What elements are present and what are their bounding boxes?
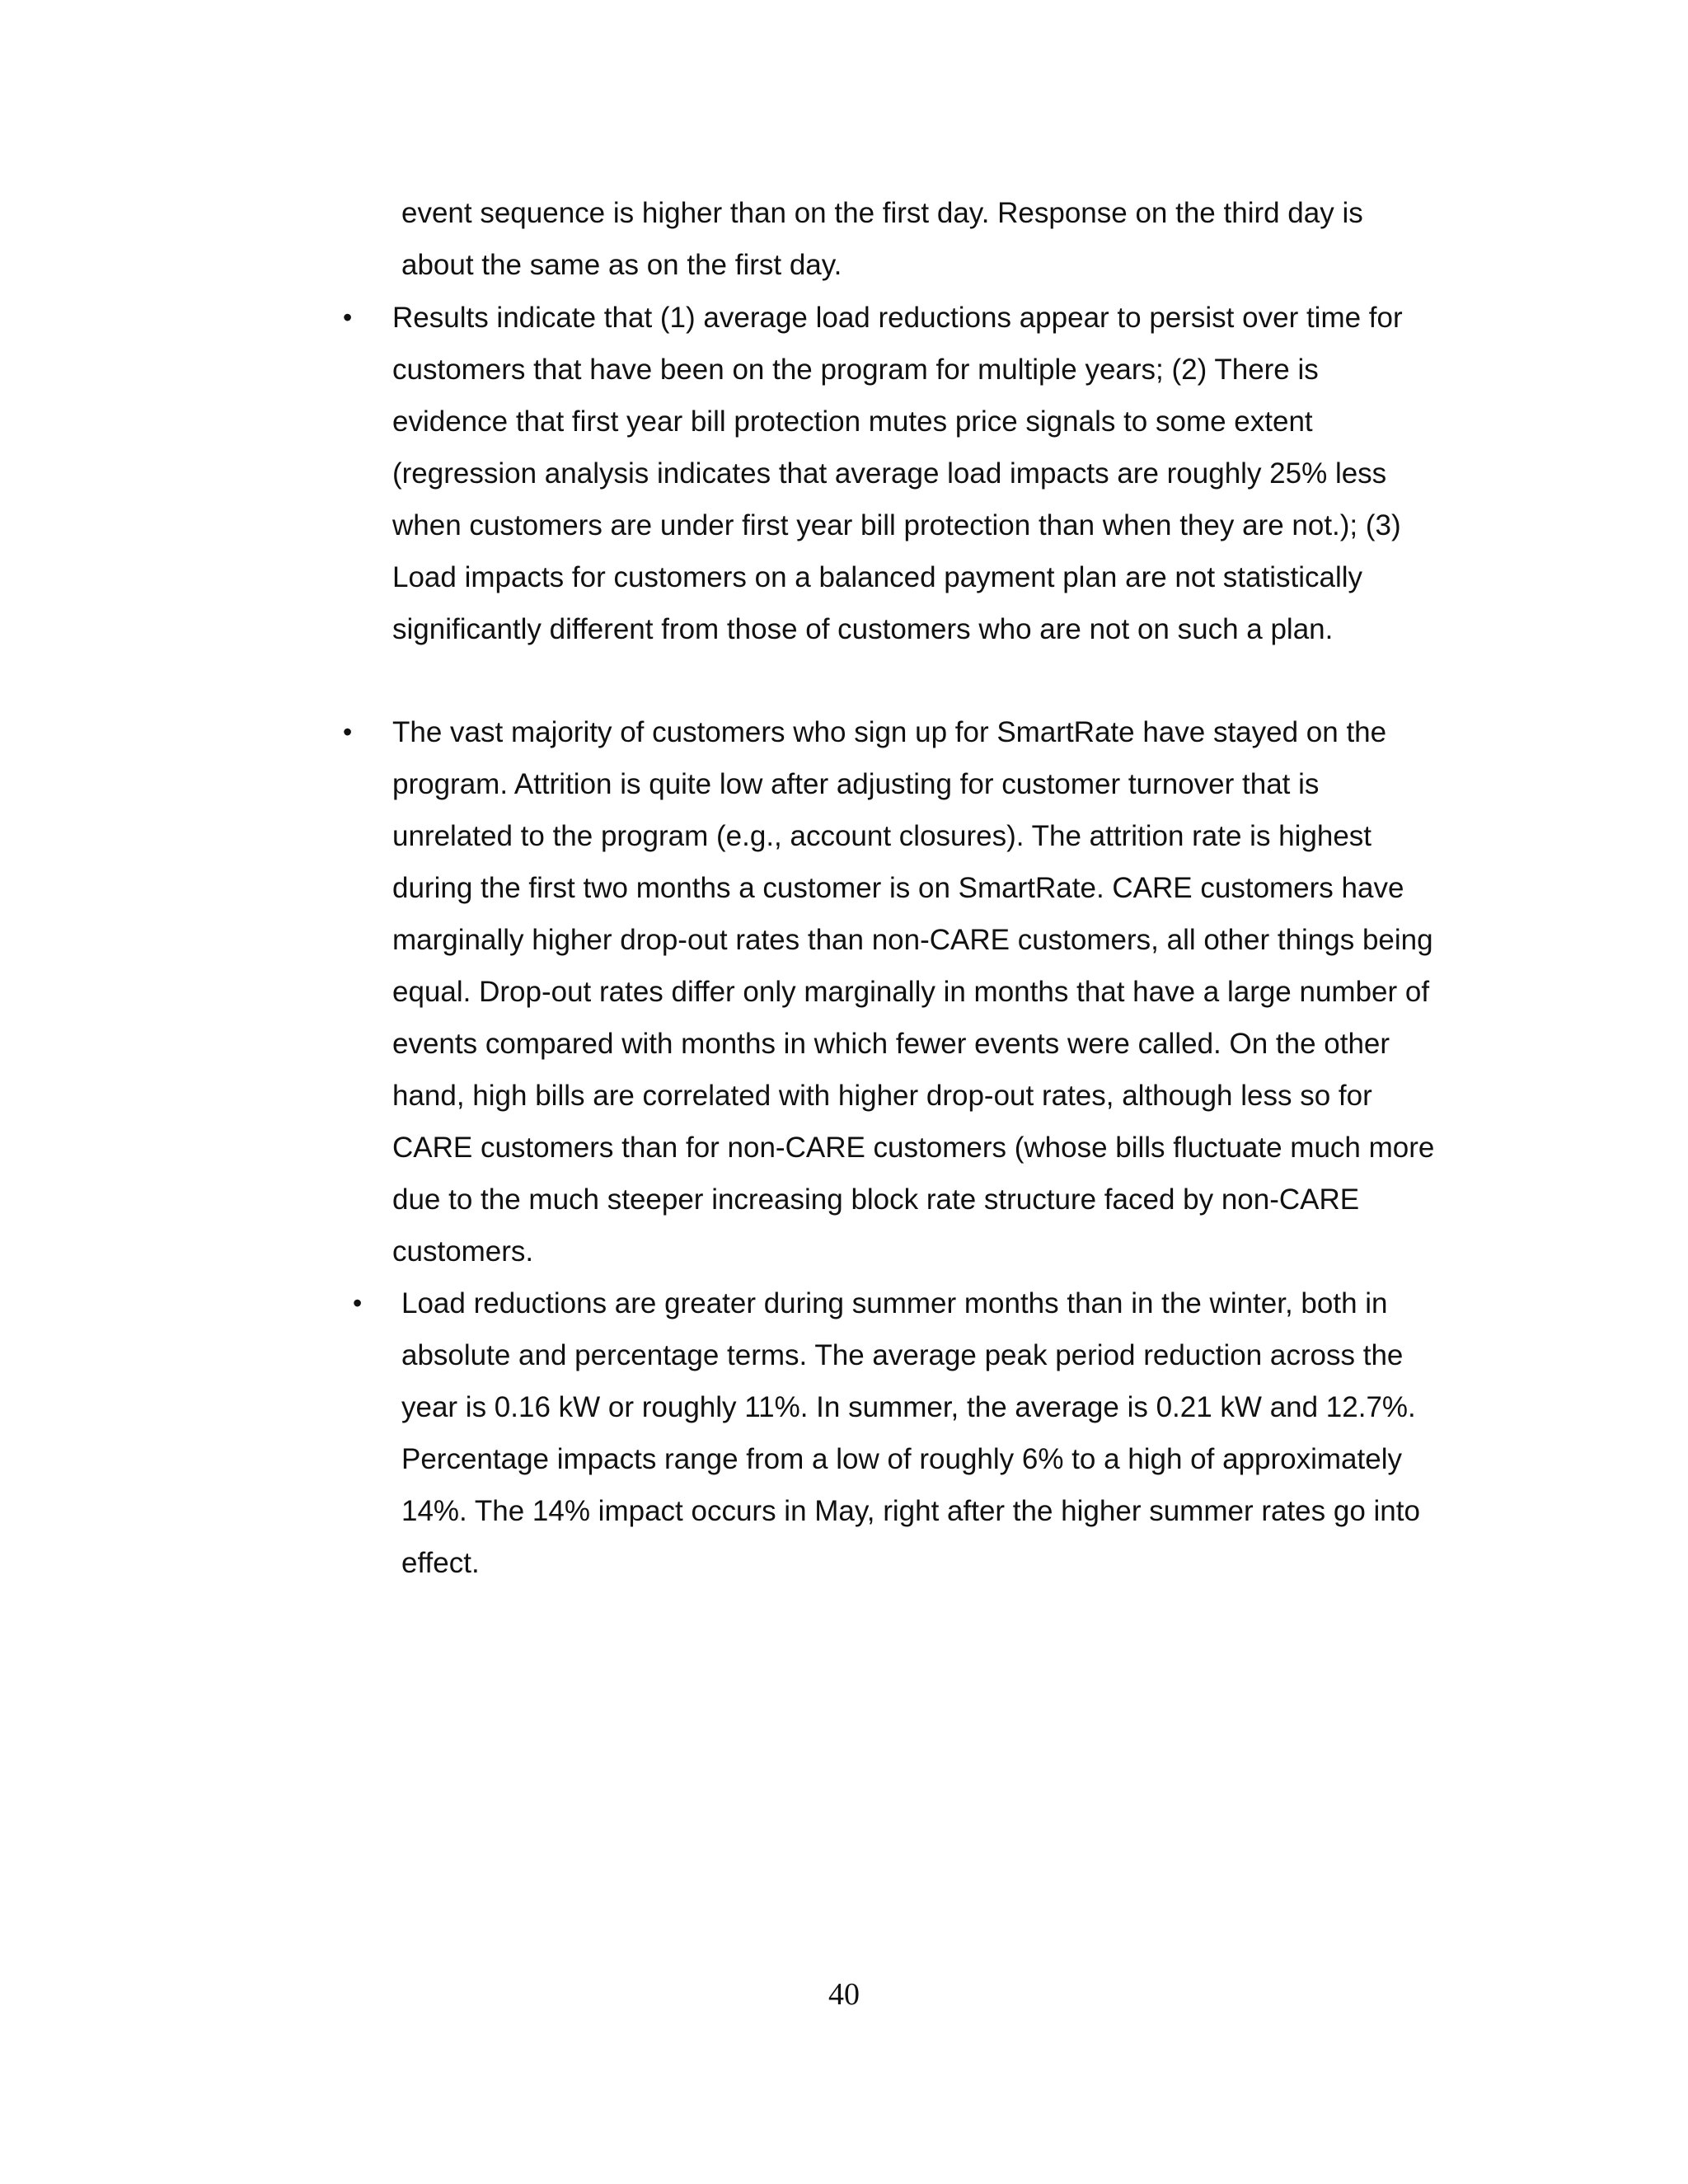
bullet-text: The vast majority of customers who sign up for SmartRate have stayed on the program. Attrition is quite low after adjusting for customer turnover that is unrelated to the program (e.g., account closures). The attrition rate is highest during the first two months a customer is on SmartRate. CARE customers have marginally higher drop-out rates than non-CARE customers, all other things being equal. Drop-out rates differ only marginally in months that have a large number of events compared with months in which fewer events were called. On the other hand, high bills are correlated with higher drop-out rates, although less so for CARE customers than for non-CARE customers (whose bills fluctuate much more due to the much steeper increasing block rate structure faced by non-CARE customers. (392, 716, 1435, 1268)
bullet-icon: • (353, 1288, 363, 1318)
continuation-paragraph: event sequence is higher than on the first day. Response on the third day is about the same as on the first day. (401, 197, 1363, 281)
bullet-icon: • (343, 302, 353, 332)
bullet-icon: • (343, 717, 353, 747)
page-number: 40 (828, 1977, 860, 2012)
bullet-text: Load reductions are greater during summer months than in the winter, both in absolute and percentage terms. The average peak period reduction across the year is 0.16 kW or roughly 11%. In summer, the average is 0.21 kW and 12.7%. Percentage impacts range from a low of roughly 6% to a high of approximately 14%. The 14% impact occurs in May, right after the higher summer rates go into effect. (401, 1287, 1420, 1579)
bullet-text: Results indicate that (1) average load reductions appear to persist over time for customers that have been on the program for multiple years; (2) There is evidence that first year bill protection mutes price signals to some extent (regression analysis indicates that average load impacts are roughly 25% less when customers are under first year bill protection than when they are not.); (3) Load impacts for customers on a balanced payment plan are not statistically significantly different from those of customers who are not on such a plan. (392, 302, 1403, 645)
